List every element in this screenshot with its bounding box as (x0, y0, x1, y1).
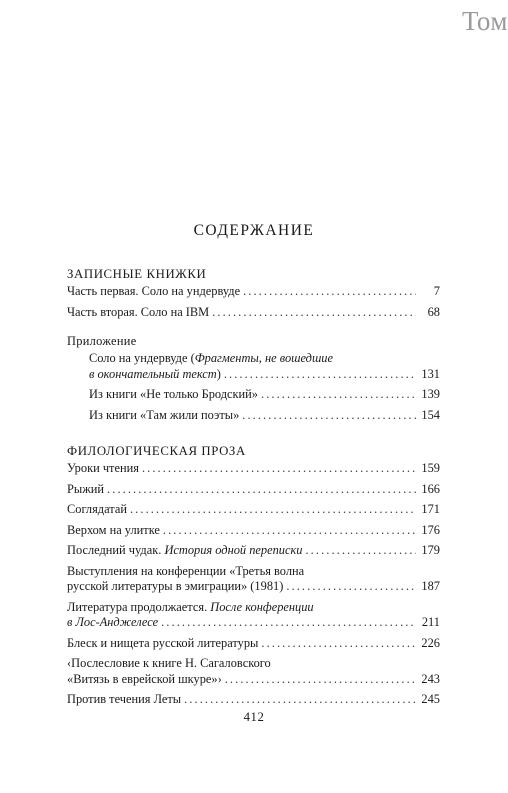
table-of-contents (67, 266, 440, 713)
subsection-heading-appendix: Приложение (67, 334, 137, 348)
toc-entry-title-line2: русской литературы в эмиграции» (1981) (67, 579, 284, 593)
dot-leader (261, 636, 416, 652)
toc-entry-page: 68 (427, 304, 440, 319)
toc-entry-title: Часть вторая. Соло на IBM (67, 304, 210, 319)
toc-entry[interactable] (67, 502, 440, 518)
toc-entry-page: 179 (421, 543, 440, 557)
toc-entry-page: 187 (421, 579, 440, 593)
page-number: 412 (243, 710, 265, 724)
dot-leader (184, 692, 416, 708)
toc-entry[interactable] (67, 692, 440, 708)
dot-leader (142, 461, 416, 477)
toc-entry[interactable] (67, 305, 440, 321)
toc-entry-page: 211 (421, 615, 440, 629)
toc-entry-page: 159 (421, 461, 440, 475)
toc-entry-title-italic: в Лос-Анджелесе (67, 615, 159, 629)
toc-entry-page: 131 (421, 366, 440, 381)
toc-entry-title: Из книги «Там жили поэты» (89, 407, 240, 422)
toc-entry-title-italic: в окончательный текст (89, 366, 217, 381)
dot-leader (161, 615, 416, 631)
toc-entry-title-italic: История одной переписки (164, 543, 303, 557)
toc-entry[interactable] (67, 656, 440, 687)
dot-leader (286, 579, 416, 595)
toc-entry-page: 166 (421, 481, 440, 496)
toc-entry-title-part: ) (216, 366, 221, 381)
toc-entry-title: Блеск и нищета русской литературы (67, 635, 259, 650)
toc-entry-title: Соглядатай (67, 502, 127, 516)
dot-leader (163, 523, 416, 539)
toc-entry[interactable] (67, 636, 440, 652)
dot-leader (212, 305, 416, 321)
toc-entry-title-part: Литература продолжается. (67, 599, 211, 614)
dot-leader (224, 367, 416, 383)
toc-entry[interactable] (89, 387, 440, 403)
dot-leader (107, 482, 416, 498)
toc-entry-page: 139 (421, 387, 440, 401)
toc-entry-page: 226 (421, 635, 440, 650)
toc-entry-title-italic: После конференции (210, 599, 314, 614)
toc-entry[interactable] (67, 543, 440, 559)
toc-entry-page: 243 (421, 671, 440, 686)
toc-entry-page: 154 (421, 407, 440, 422)
toc-entry-title: Из книги «Не только Бродский» (89, 387, 259, 401)
page-title: СОДЕРЖАНИЕ (193, 222, 315, 239)
toc-entry[interactable] (67, 564, 440, 595)
toc-entry[interactable] (67, 523, 440, 539)
toc-entry[interactable] (89, 408, 440, 424)
toc-entry-title-part: Соло на ундервуде ( (89, 351, 195, 365)
toc-entry-title-line1: Выступления на конференции «Третья волна (67, 563, 305, 578)
toc-entry-title-line2: «Витязь в еврейской шкуре»› (67, 671, 222, 686)
running-head: Том (461, 6, 508, 36)
toc-entry[interactable] (67, 461, 440, 477)
dot-leader (242, 408, 416, 424)
section-heading-notebooks: ЗАПИСНЫЕ КНИЖКИ (67, 267, 207, 281)
toc-entry[interactable] (89, 351, 440, 382)
toc-entry-title: Рыжий (67, 481, 105, 496)
toc-entry-title: Последний чудак. (67, 543, 165, 557)
toc-entry-title: Верхом на улитке (67, 522, 160, 537)
dot-leader (243, 284, 416, 300)
section-heading-philological-prose: ФИЛОЛОГИЧЕСКАЯ ПРОЗА (67, 444, 246, 458)
toc-entry[interactable] (67, 284, 440, 300)
toc-entry[interactable] (67, 482, 440, 498)
toc-entry-page: 171 (421, 502, 440, 516)
toc-entry-title-line1: ‹Послесловие к книге Н. Сагаловского (67, 656, 271, 670)
dot-leader (305, 543, 416, 559)
toc-entry-page: 176 (421, 522, 440, 537)
toc-entry-page: 245 (421, 692, 440, 706)
toc-entry-page: 7 (433, 284, 440, 298)
toc-entry-title: Часть первая. Соло на ундервуде (67, 284, 241, 298)
toc-entry-title-italic: Фрагменты, не вошедшие (194, 351, 333, 365)
dot-leader (261, 387, 416, 403)
toc-entry-title: Уроки чтения (67, 461, 139, 475)
dot-leader (225, 672, 416, 688)
dot-leader (130, 502, 416, 518)
toc-entry[interactable] (67, 600, 440, 631)
toc-entry-title: Против течения Леты (67, 692, 182, 706)
